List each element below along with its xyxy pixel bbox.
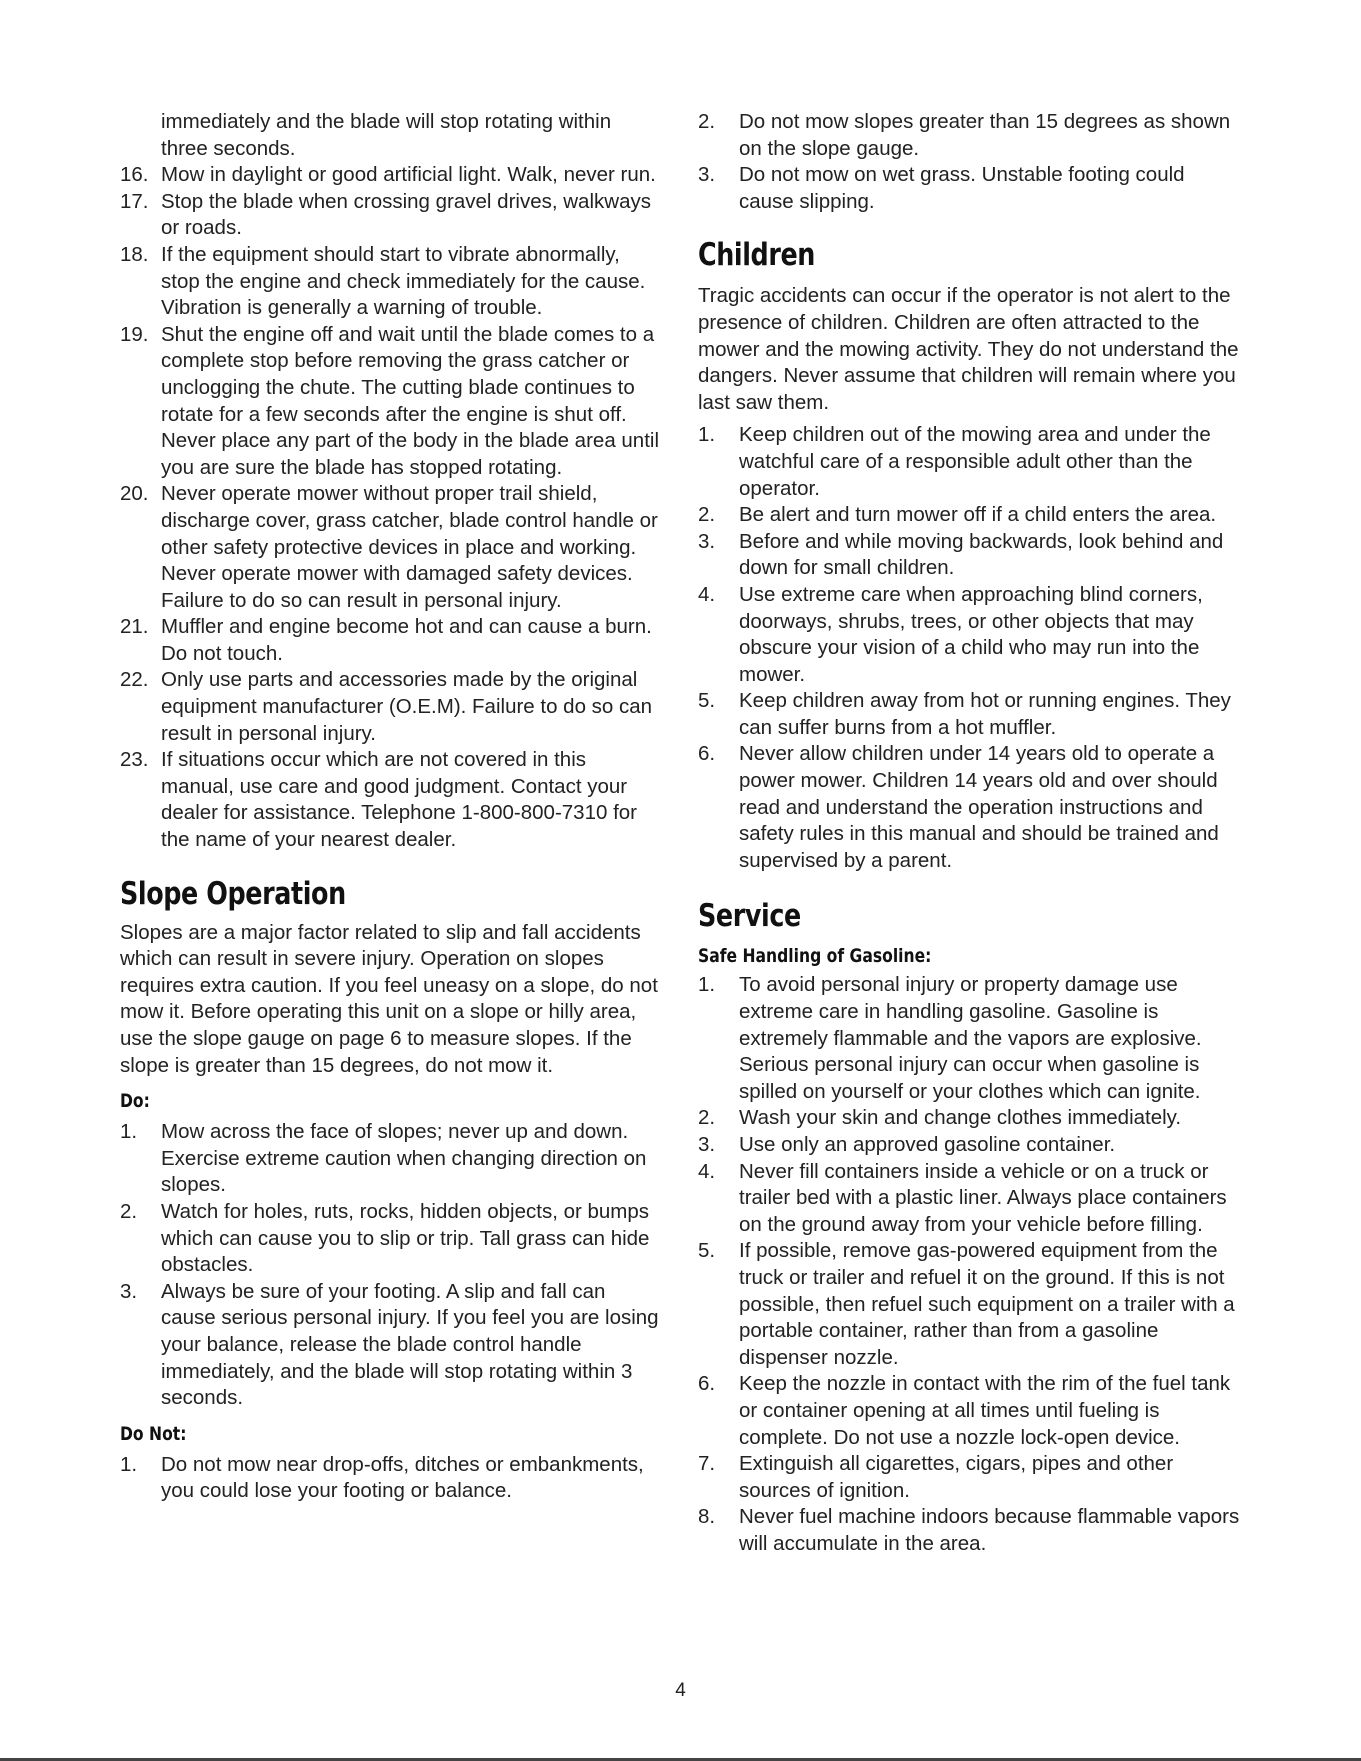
list-item-text: Be alert and turn mower off if a child enters the area. [739,503,1217,527]
section-intro: Tragic accidents can occur if the operator is not alert to the presence of children. Children are often attracted to the mower and the mowing activity. They do not understand the dangers. Never assume that children will remain where you last saw them. [698,284,1239,414]
left-column [120,109,660,1505]
list-item [698,741,1244,874]
list-item [698,1132,1244,1159]
list-item-text: Keep children away from hot or running engines. They can suffer burns from a hot muffler. [739,689,1231,739]
list-item-number: 5. [698,689,716,713]
list-item-text: Use only an approved gasoline container. [739,1133,1116,1156]
do-not-list [120,1452,660,1505]
list-item-number: 3. [698,1133,716,1156]
list-item-text: To avoid personal injury or property damage use extreme care in handling gasoline. Gasoline is extremely flammable and the vapors are explosive. Serious personal injury can occur when gasoline is spilled on yourself or your clothes which can ignite. [739,973,1202,1103]
list-item [120,242,660,322]
list-item [120,614,660,667]
list-item [698,1159,1244,1239]
list-item [120,481,660,614]
general-rules-list [120,162,660,853]
list-item-text: Do not mow on wet grass. Unstable footing could cause slipping. [739,163,1185,213]
list-item-number: 1. [698,423,716,447]
do-list [120,1119,660,1412]
list-item-number: 6. [698,742,716,766]
list-item [698,109,1244,162]
list-item-text: Always be sure of your footing. A slip and fall can cause serious personal injury. If you feel you are losing your balance, release the blade control handle immediately, and the blade will stop rotating within 3 seconds. [161,1279,659,1410]
list-item [120,747,660,853]
list-item [698,582,1244,688]
list-item-text: Mow in daylight or good artificial light. Walk, never run. [161,163,656,187]
list-item-number: 17. [120,189,149,213]
page-number: 4 [675,1680,686,1701]
list-item [698,1504,1244,1557]
list-item-number: 5. [698,1239,716,1263]
list-item-text: Use extreme care when approaching blind corners, doorways, shrubs, trees, or other objects that may obscure your vision of a child who may run into the mower. [739,582,1203,686]
subheading-do: Do: [120,1090,150,1113]
list-item-text: Only use parts and accessories made by the original equipment manufacturer (O.E.M). Failure to do so can result in personal injury. [161,668,653,745]
list-item [120,1452,660,1505]
service-list [698,972,1244,1557]
list-item [120,189,660,242]
list-item-text: Never fill containers inside a vehicle or on a truck or trailer bed with a plastic liner. Always place containers on the ground away from your vehicle before filling. [739,1159,1227,1236]
list-item-number: 4. [698,582,716,606]
list-item-text: Keep children out of the mowing area and under the watchful care of a responsible adult other than the operator. [739,423,1211,500]
list-item-text: If situations occur which are not covered in this manual, use care and good judgment. Contact your dealer for assistance. Telephone 1-800-800-7310 for the name of your nearest dealer. [161,748,637,852]
list-item-number: 1. [120,1120,138,1144]
list-item [120,1119,660,1199]
list-item-number: 6. [698,1372,716,1396]
list-item-number: 3. [698,163,716,187]
list-item-text: Muffler and engine become hot and can cause a burn. Do not touch. [161,615,652,665]
list-item [120,1279,660,1412]
list-item [698,1105,1244,1132]
list-item-text: Stop the blade when crossing gravel drives, walkways or roads. [161,189,651,240]
list-item [698,688,1244,741]
list-item-number: 8. [698,1505,716,1529]
section-heading-slope-operation: Slope Operation [120,875,346,912]
list-item [698,972,1244,1105]
list-item-text: Never allow children under 14 years old to operate a power mower. Children 14 years old and over should read and understand the operation instructions and safety rules in this manual and should be trained and supervised by a parent. [739,742,1219,872]
section-heading-service: Service [698,898,801,935]
list-item-text: immediately and the blade will stop rotating within three seconds. [161,110,612,160]
list-item-number: 2. [698,1106,716,1130]
list-item-text: Do not mow slopes greater than 15 degrees as shown on the slope gauge. [739,110,1231,160]
list-item-text: Wash your skin and change clothes immediately. [739,1106,1182,1130]
list-item [698,1238,1244,1371]
list-item-text: Never operate mower without proper trail shield, discharge cover, grass catcher, blade control handle or other safety protective devices in place and working. Never operate mower with damaged safety devices. Failure to do so can result in personal injury. [161,482,658,612]
list-item [698,422,1244,502]
list-item-text: If possible, remove gas-powered equipment from the truck or trailer and refuel it on the ground. If this is not possible, then refuel such equipment on a trailer with a portable container, rather than from a gasoline dispenser nozzle. [739,1239,1235,1369]
list-item-number: 1. [120,1452,138,1476]
list-item-text: If the equipment should start to vibrate abnormally, stop the engine and check immediately for the cause. Vibration is generally a warning of trouble. [161,242,646,320]
list-item-number: 4. [698,1159,716,1183]
list-item-number: 2. [698,110,716,133]
list-item-number: 2. [120,1199,138,1223]
section-heading-children: Children [698,237,815,274]
section-intro: Slopes are a major factor related to slip and fall accidents which can result in severe injury. Operation on slopes requires extra caution. If you feel uneasy on a slope, do not mow it. Before operating this unit on a slope or hilly area, use the slope gauge on page 6 to measure slopes. If the slope is greater than 15 degrees, do not mow it. [120,920,658,1077]
list-item [120,322,660,482]
list-item-text: Mow across the face of slopes; never up and down. Exercise extreme caution when changing direction on slopes. [161,1120,647,1197]
list-item [698,1371,1244,1451]
list-item-number: 16. [120,163,149,187]
list-item [120,162,660,189]
list-item-text: Watch for holes, ruts, rocks, hidden objects, or bumps which can cause you to slip or trip. Tall grass can hide obstacles. [161,1199,650,1277]
list-item-text: Do not mow near drop-offs, ditches or embankments, you could lose your footing or balance. [161,1452,644,1503]
list-item-text: Shut the engine off and wait until the blade comes to a complete stop before removing the grass catcher or unclogging the chute. The cutting blade continues to rotate for a few seconds after the engine is shut off. Never place any part of the body in the blade area until you are sure the blade has stopped rotating. [161,322,660,479]
list-item-number: 19. [120,322,149,346]
list-item [120,667,660,747]
list-item [120,1199,660,1279]
list-item-number: 21. [120,615,149,639]
list-item [698,529,1244,582]
list-item [698,502,1244,529]
do-not-list-continued [698,109,1244,215]
subheading-do-not: Do Not: [120,1422,187,1445]
list-item-continuation [120,109,660,162]
list-item-number: 18. [120,242,149,266]
list-item-text: Before and while moving backwards, look behind and down for small children. [739,529,1224,580]
list-item-text: Never fuel machine indoors because flammable vapors will accumulate in the area. [739,1505,1240,1555]
list-item-number: 22. [120,668,149,692]
list-item-text: Keep the nozzle in contact with the rim of the fuel tank or container opening at all times until fueling is complete. Do not use a nozzle lock-open device. [739,1372,1231,1449]
list-item-number: 3. [698,529,716,553]
subheading-safe-handling: Safe Handling of Gasoline: [698,945,932,968]
list-item-number: 1. [698,973,716,997]
list-item-number: 7. [698,1452,716,1476]
list-item-number: 3. [120,1279,138,1303]
list-item [698,1451,1244,1504]
list-item-number: 20. [120,482,149,506]
list-item-text: Extinguish all cigarettes, cigars, pipes and other sources of ignition. [739,1452,1174,1502]
list-item [698,162,1244,215]
list-item-number: 2. [698,503,716,527]
children-list [698,422,1244,874]
right-column [698,109,1244,1558]
list-item-number: 23. [120,748,149,772]
